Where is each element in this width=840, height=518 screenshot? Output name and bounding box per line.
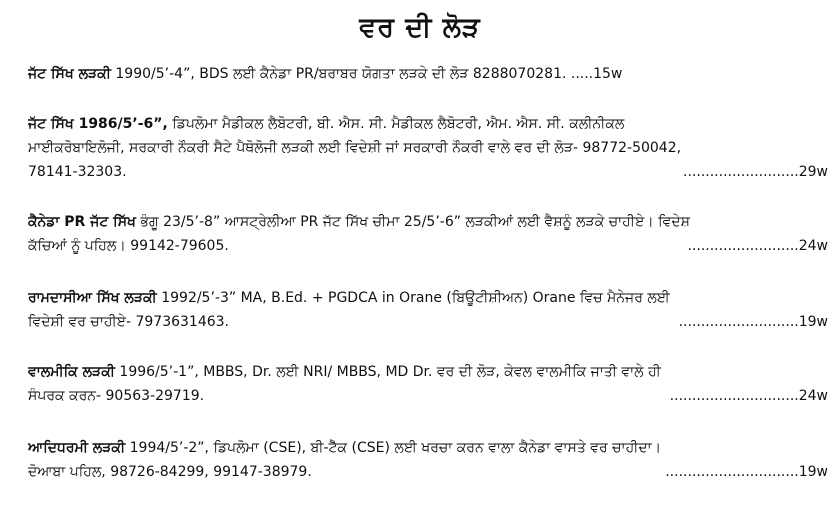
ad-line [28, 360, 828, 384]
ad-line [28, 234, 828, 258]
ad-line [28, 62, 828, 86]
ad-heading: ਕੈਨੇਡਾ PR ਜੱਟ ਸਿੱਖ [28, 214, 136, 230]
ad-entry-5 [28, 360, 828, 408]
ad-line [28, 160, 828, 184]
ad-line [28, 436, 828, 460]
ad-entry-1 [28, 62, 828, 86]
ad-entry-2 [28, 112, 828, 184]
ad-heading: ਜੱਟ ਸਿੱਖ ਲੜਕੀ [28, 66, 111, 82]
ad-line [28, 286, 828, 310]
ad-line [28, 112, 828, 136]
ad-text: 1994/5’-2”, ਡਿਪਲੋਮਾ (CSE), ਬੀ-ਟੈੱਕ (CSE) ਲਈ ਖਰਚਾ ਕਰਨ ਵਾਲਾ ਕੈਨੇਡਾ ਵਾਸਤੇ ਵਰ ਚਾਹੀਦਾ। [125, 440, 662, 456]
ad-text: ਕੱਚਿਆਂ ਨੂੰ ਪਹਿਲ। 99142-79605. [28, 238, 229, 254]
ad-text: 78141-32303. [28, 164, 127, 180]
page-title: ਵਰ ਦੀ ਲੋੜ [359, 12, 481, 43]
ad-text: ਮਾਈਕਰੋਬਾਇਲੋਜੀ, ਸਰਕਾਰੀ ਨੌਕਰੀ ਸੈਟੇ ਪੈਥੋਲੋਜੀ ਲੜਕੀ ਲਈ ਵਿਦੇਸ਼ੀ ਜਾਂ ਸਰਕਾਰੀ ਨੌਕਰੀ ਵਾਲੇ ਵਰ ਦੀ ਲੋੜ- 98772-50042, [28, 140, 682, 156]
ad-text: ਭੰਗੂ 23/5’-8” ਆਸਟ੍ਰੇਲੀਆ PR ਜੱਟ ਸਿੱਖ ਚੀਮਾ 25/5’-6” ਲੜਕੀਆਂ ਲਈ ਵੈਸ਼ਨੂੰ ਲੜਕੇ ਚਾਹੀਏ। ਵਿਦੇਸ਼ [135, 214, 690, 230]
ad-reference: ...........................19w [678, 314, 828, 330]
ad-heading: ਰਾਮਦਾਸੀਆ ਸਿੱਖ ਲੜਕੀ [28, 290, 157, 306]
ad-text: 1996/5’-1”, MBBS, Dr. ਲਈ NRI/ MBBS, MD Dr. ਵਰ ਦੀ ਲੋੜ, ਕੇਵਲ ਵਾਲਮੀਕਿ ਜਾਤੀ ਵਾਲੇ ਹੀ [114, 364, 661, 380]
ad-reference: ..............................19w [665, 464, 828, 480]
ad-reference: .........................24w [687, 238, 828, 254]
ad-heading: ਆਦਿਧਰਮੀ ਲੜਕੀ [28, 440, 126, 456]
ad-text: ਦੋਆਬਾ ਪਹਿਲ, 98726-84299, 99147-38979. [28, 464, 312, 480]
ad-text: ਵਿਦੇਸ਼ੀ ਵਰ ਚਾਹੀਏ- 7973631463. [28, 314, 230, 330]
ad-text: ਸੰਪਰਕ ਕਰਨ- 90563-29719. [28, 388, 205, 404]
ad-reference: ..........................29w [683, 164, 828, 180]
ad-line [28, 210, 828, 234]
ad-entry-3 [28, 210, 828, 258]
ad-line [28, 384, 828, 408]
ad-heading: ਜੱਟ ਸਿੱਖ 1986/5’-6”, [28, 116, 168, 132]
ad-text: 1992/5’-3” MA, B.Ed. + PGDCA in Orane (ਬਿਊਟੀਸ਼ੀਅਨ) Orane ਵਿਚ ਮੈਨੇਜਰ ਲਈ [156, 290, 670, 306]
ad-line [28, 460, 828, 484]
ad-entry-4 [28, 286, 828, 334]
ad-text: 1990/5’-4”, BDS ਲਈ ਕੈਨੇਡਾ PR/ਬਰਾਬਰ ਯੋਗਤਾ ਲੜਕੇ ਦੀ ਲੋੜ 8288070281. .....15w [110, 66, 623, 82]
ad-heading: ਵਾਲਮੀਕਿ ਲੜਕੀ [28, 364, 115, 380]
ad-reference: .............................24w [669, 388, 828, 404]
ad-line [28, 310, 828, 334]
ad-entry-6 [28, 436, 828, 484]
ad-line [28, 136, 828, 160]
ad-text: ਡਿਪਲੋਮਾ ਮੈਡੀਕਲ ਲੈਬੋਟਰੀ, ਬੀ. ਐਸ. ਸੀ. ਮੈਡੀਕਲ ਲੈਬੋਟਰੀ, ਐਮ. ਐਸ. ਸੀ. ਕਲੀਨੀਕਲ [167, 116, 625, 132]
